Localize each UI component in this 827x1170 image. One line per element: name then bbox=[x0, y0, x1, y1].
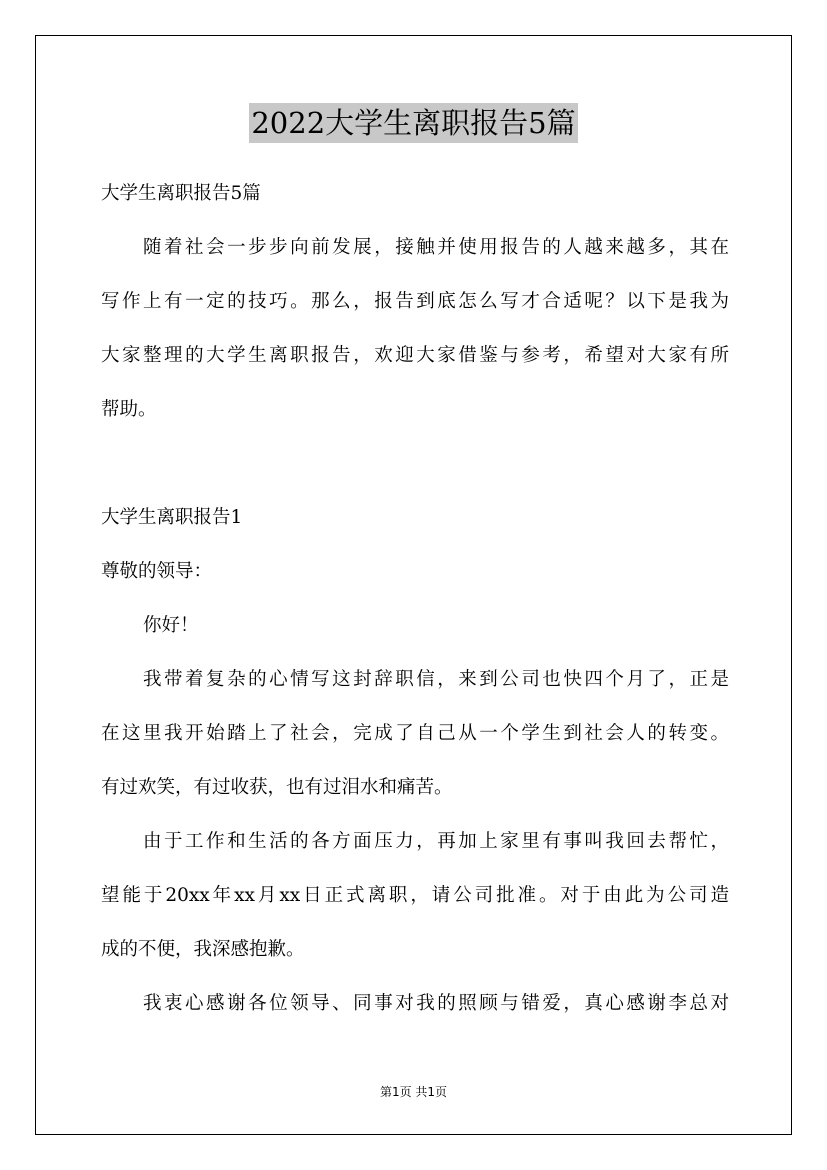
paragraph1-line-1: 我带着复杂的心情写这封辞职信，来到公司也快四个月了，正是 bbox=[143, 669, 729, 690]
blank-line bbox=[101, 442, 729, 496]
salutation: 尊敬的领导： bbox=[101, 561, 213, 582]
intro-line-2: 写作上有一定的技巧。那么，报告到底怎么写才合适呢？以下是我为 bbox=[101, 291, 729, 312]
title-container bbox=[0, 103, 827, 143]
page-number-label: 第1页 共1页 bbox=[379, 1085, 448, 1099]
document-title: 2022大学生离职报告5篇 bbox=[249, 103, 577, 143]
paragraph2-line-1: 由于工作和生活的各方面压力，再加上家里有事叫我回去帮忙， bbox=[143, 831, 729, 852]
paragraph2-line-2: 望能于20xx年xx月xx日正式离职，请公司批准。对于由此为公司造 bbox=[101, 885, 729, 906]
intro-line-4: 帮助。 bbox=[101, 399, 157, 420]
document-subtitle: 大学生离职报告5篇 bbox=[101, 183, 261, 204]
paragraph1-line-2: 在这里我开始踏上了社会，完成了自己从一个学生到社会人的转变。 bbox=[101, 723, 729, 744]
paragraph1-line-3: 有过欢笑，有过收获，也有过泪水和痛苦。 bbox=[101, 777, 453, 798]
section-heading: 大学生离职报告1 bbox=[101, 507, 243, 528]
intro-line-3: 大家整理的大学生离职报告，欢迎大家借鉴与参考，希望对大家有所 bbox=[101, 345, 729, 366]
paragraph2-line-3: 成的不便，我深感抱歉。 bbox=[101, 939, 305, 960]
intro-line-1: 随着社会一步步向前发展，接触并使用报告的人越来越多，其在 bbox=[143, 237, 729, 258]
document-body bbox=[101, 172, 729, 1036]
page-footer bbox=[0, 1083, 827, 1100]
greeting: 你好！ bbox=[143, 615, 199, 636]
paragraph3-line-1: 我衷心感谢各位领导、同事对我的照顾与错爱，真心感谢李总对 bbox=[143, 993, 729, 1014]
